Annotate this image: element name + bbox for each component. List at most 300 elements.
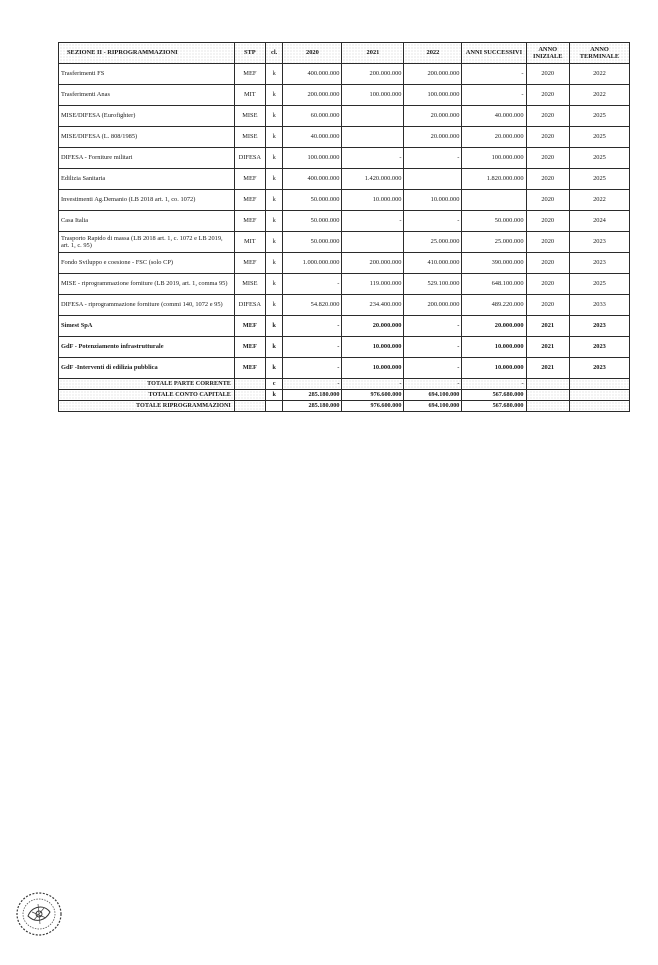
- header-anno-iniziale: ANNO INIZIALE: [526, 43, 569, 64]
- row-value-anni-text: 25.000.000: [494, 238, 524, 246]
- total-label-text: TOTALE PARTE CORRENTE: [147, 380, 231, 388]
- row-anno-terminale: [569, 127, 629, 148]
- row-stp-text: MEF: [242, 322, 257, 330]
- total-value-y2020: [283, 379, 342, 390]
- row-anno-iniziale-text: 2020: [541, 196, 555, 204]
- row-stp-text: MIT: [244, 91, 256, 99]
- row-value-y2022-text: 25.000.000: [430, 238, 460, 246]
- row-anno-iniziale: [526, 64, 569, 85]
- total-value-text: 285.180.000: [308, 391, 340, 399]
- total-value-anni: [462, 401, 526, 412]
- total-value-text: -: [457, 380, 460, 388]
- total-row: [59, 401, 630, 412]
- row-value-y2021-text: 100.000.000: [369, 91, 402, 99]
- row-value-anni: [462, 190, 526, 211]
- total-value-text: -: [337, 380, 340, 388]
- row-value-y2021: [342, 337, 404, 358]
- row-cl-text: k: [272, 343, 276, 351]
- total-stp-empty: [234, 379, 265, 390]
- row-value-y2022: [404, 106, 462, 127]
- table-body: [59, 64, 630, 412]
- total-row: [59, 390, 630, 401]
- row-description: [59, 358, 235, 379]
- row-value-y2020: [283, 190, 342, 211]
- row-anno-iniziale: [526, 127, 569, 148]
- row-anno-terminale-text: 2023: [593, 322, 606, 330]
- table-row: [59, 64, 630, 85]
- row-anno-iniziale-text: 2020: [541, 154, 555, 162]
- row-cl: [265, 127, 283, 148]
- row-anno-iniziale-text: 2020: [541, 91, 555, 99]
- row-value-y2021: [342, 295, 404, 316]
- total-anno-iniziale-empty: [526, 401, 569, 412]
- row-cl-text: k: [272, 238, 276, 246]
- total-value-anni: [462, 379, 526, 390]
- total-anno-terminale-empty: [569, 379, 629, 390]
- row-anno-terminale-text: 2023: [593, 238, 606, 246]
- row-value-y2022-text: 410.000.000: [427, 259, 460, 267]
- row-anno-iniziale-text: 2020: [541, 133, 555, 141]
- row-value-anni: [462, 127, 526, 148]
- table-row: [59, 316, 630, 337]
- row-value-y2020: [283, 295, 342, 316]
- row-value-y2022-text: -: [457, 217, 460, 225]
- row-stp-text: MISE: [242, 280, 258, 288]
- row-value-y2022-text: 100.000.000: [427, 91, 460, 99]
- row-value-y2022-text: 200.000.000: [427, 70, 460, 78]
- row-value-y2021-text: 10.000.000: [372, 364, 402, 372]
- row-value-y2020-text: -: [337, 280, 340, 288]
- seal-icon: [14, 890, 64, 938]
- row-value-y2020: [283, 64, 342, 85]
- row-anno-iniziale: [526, 85, 569, 106]
- row-description-text: Fondo Sviluppo e coesione - FSC (solo CP): [61, 259, 174, 267]
- row-value-y2021: [342, 232, 404, 253]
- row-stp: [234, 169, 265, 190]
- row-description-text: Investimenti Ag.Demanio (LB 2018 art. 1, co. 1072): [61, 196, 196, 204]
- row-anno-iniziale: [526, 337, 569, 358]
- row-anno-iniziale-text: 2020: [541, 238, 555, 246]
- row-value-anni-text: 10.000.000: [494, 364, 524, 372]
- row-value-y2022: [404, 190, 462, 211]
- row-stp-text: MIT: [244, 238, 256, 246]
- table-row: [59, 190, 630, 211]
- row-value-y2020-text: -: [337, 322, 340, 330]
- row-value-y2020-text: 50.000.000: [310, 196, 340, 204]
- table-row: [59, 358, 630, 379]
- row-value-anni-text: -: [521, 91, 524, 99]
- total-cl: [265, 401, 283, 412]
- row-anno-iniziale: [526, 316, 569, 337]
- row-stp-text: MISE: [242, 112, 258, 120]
- row-description-text: Simest SpA: [61, 322, 93, 330]
- row-value-anni-text: 40.000.000: [494, 112, 524, 120]
- row-value-y2021-text: 200.000.000: [369, 259, 402, 267]
- row-anno-terminale-text: 2023: [593, 343, 606, 351]
- row-value-y2021: [342, 274, 404, 295]
- row-stp: [234, 358, 265, 379]
- row-anno-terminale: [569, 253, 629, 274]
- row-anno-iniziale: [526, 190, 569, 211]
- row-stp: [234, 274, 265, 295]
- row-value-y2022: [404, 316, 462, 337]
- row-value-y2020-text: 54.820.000: [310, 301, 340, 309]
- row-anno-iniziale: [526, 358, 569, 379]
- row-value-y2022: [404, 358, 462, 379]
- row-cl: [265, 190, 283, 211]
- total-value-text: 285.180.000: [308, 402, 340, 410]
- row-anno-terminale-text: 2025: [593, 280, 606, 288]
- total-value-y2022: [404, 390, 462, 401]
- row-anno-iniziale: [526, 253, 569, 274]
- row-value-y2021: [342, 358, 404, 379]
- row-value-y2021-text: 1.420.000.000: [364, 175, 402, 183]
- row-description: [59, 295, 235, 316]
- row-value-anni-text: 489.220.000: [491, 301, 524, 309]
- row-value-y2022-text: -: [457, 154, 460, 162]
- row-anno-terminale-text: 2023: [593, 259, 606, 267]
- riprogrammazioni-table: [58, 42, 630, 412]
- row-anno-terminale: [569, 211, 629, 232]
- row-value-y2021: [342, 64, 404, 85]
- row-value-y2020: [283, 106, 342, 127]
- row-cl: [265, 253, 283, 274]
- row-value-anni-text: 1.820.000.000: [486, 175, 524, 183]
- row-description-text: Casa Italia: [61, 217, 89, 225]
- table-row: [59, 85, 630, 106]
- row-cl: [265, 106, 283, 127]
- row-anno-iniziale-text: 2020: [541, 259, 555, 267]
- row-stp-text: MEF: [242, 343, 257, 351]
- row-value-y2021-text: 20.000.000: [372, 322, 402, 330]
- row-anno-terminale: [569, 106, 629, 127]
- total-value-y2020: [283, 390, 342, 401]
- row-value-y2022: [404, 211, 462, 232]
- row-value-y2020: [283, 211, 342, 232]
- row-stp-text: MEF: [243, 217, 257, 225]
- row-stp: [234, 295, 265, 316]
- row-anno-iniziale-text: 2021: [541, 343, 555, 351]
- row-value-y2022-text: 20.000.000: [430, 112, 460, 120]
- header-2021: 2021: [342, 43, 404, 64]
- row-anno-terminale-text: 2022: [593, 70, 606, 78]
- row-value-y2022: [404, 274, 462, 295]
- row-anno-terminale-text: 2025: [593, 175, 606, 183]
- total-value-text: 567.680.000: [492, 391, 524, 399]
- table-row: [59, 148, 630, 169]
- row-description: [59, 64, 235, 85]
- row-description-text: GdF -Interventi di edilizia pubblica: [61, 364, 158, 372]
- row-description-text: DIFESA - Forniture militari: [61, 154, 133, 162]
- row-value-anni: [462, 211, 526, 232]
- row-description: [59, 337, 235, 358]
- row-anno-iniziale: [526, 274, 569, 295]
- row-anno-terminale-text: 2022: [593, 196, 606, 204]
- row-anno-terminale: [569, 148, 629, 169]
- row-value-y2022-text: -: [457, 322, 460, 330]
- row-stp-text: MISE: [242, 133, 258, 141]
- row-value-y2021: [342, 127, 404, 148]
- row-value-anni: [462, 274, 526, 295]
- row-description: [59, 169, 235, 190]
- row-anno-terminale-text: 2033: [593, 301, 606, 309]
- row-cl-text: k: [272, 175, 276, 183]
- row-stp: [234, 211, 265, 232]
- row-stp-text: MEF: [243, 70, 257, 78]
- table-row: [59, 211, 630, 232]
- row-anno-iniziale: [526, 295, 569, 316]
- row-anno-iniziale-text: 2021: [541, 364, 555, 372]
- row-value-y2022-text: 200.000.000: [427, 301, 460, 309]
- row-value-y2022: [404, 169, 462, 190]
- row-anno-iniziale: [526, 106, 569, 127]
- row-description: [59, 232, 235, 253]
- total-row: [59, 379, 630, 390]
- row-stp: [234, 316, 265, 337]
- row-value-y2021-text: 234.400.000: [369, 301, 402, 309]
- row-anno-terminale: [569, 85, 629, 106]
- row-value-anni-text: 20.000.000: [494, 133, 524, 141]
- row-value-y2022-text: -: [457, 364, 460, 372]
- total-value-y2021: [342, 390, 404, 401]
- row-description: [59, 127, 235, 148]
- row-description: [59, 211, 235, 232]
- row-value-y2021-text: 119.000.000: [369, 280, 402, 288]
- row-anno-terminale: [569, 169, 629, 190]
- row-cl: [265, 85, 283, 106]
- row-value-y2020: [283, 337, 342, 358]
- row-value-y2021-text: -: [399, 217, 402, 225]
- row-value-y2021: [342, 211, 404, 232]
- row-description-text: Trasferimenti Anas: [61, 91, 110, 99]
- row-value-y2020-text: 400.000.000: [307, 175, 340, 183]
- total-anno-iniziale-empty: [526, 390, 569, 401]
- total-value-y2021: [342, 379, 404, 390]
- row-value-y2020-text: 50.000.000: [310, 238, 340, 246]
- row-value-anni-text: 100.000.000: [491, 154, 524, 162]
- header-2022: 2022: [404, 43, 462, 64]
- row-anno-iniziale: [526, 211, 569, 232]
- row-value-y2020: [283, 127, 342, 148]
- total-cl: [265, 379, 283, 390]
- row-anno-iniziale-text: 2021: [541, 322, 555, 330]
- row-stp-text: MEF: [243, 196, 257, 204]
- row-value-y2021: [342, 85, 404, 106]
- total-anno-terminale-empty: [569, 390, 629, 401]
- row-cl: [265, 316, 283, 337]
- row-value-y2020-text: -: [337, 343, 340, 351]
- header-anno-terminale: ANNO TERMINALE: [569, 43, 629, 64]
- row-value-y2022-text: 20.000.000: [430, 133, 460, 141]
- row-stp: [234, 232, 265, 253]
- total-label: [59, 401, 235, 412]
- total-value-y2021: [342, 401, 404, 412]
- row-description: [59, 106, 235, 127]
- row-value-y2021: [342, 106, 404, 127]
- row-value-y2022: [404, 127, 462, 148]
- row-anno-iniziale-text: 2020: [541, 175, 555, 183]
- total-anno-iniziale-empty: [526, 379, 569, 390]
- row-value-y2021: [342, 148, 404, 169]
- table-row: [59, 106, 630, 127]
- row-cl-text: k: [272, 301, 276, 309]
- row-cl: [265, 232, 283, 253]
- row-cl-text: k: [272, 196, 276, 204]
- row-value-y2021-text: 10.000.000: [372, 343, 402, 351]
- header-section: SEZIONE II - RIPROGRAMMAZIONI: [59, 43, 235, 64]
- row-value-y2020-text: 400.000.000: [307, 70, 340, 78]
- row-anno-iniziale-text: 2020: [541, 301, 555, 309]
- header-2020: 2020: [283, 43, 342, 64]
- row-value-y2020-text: -: [337, 364, 340, 372]
- row-value-y2020: [283, 316, 342, 337]
- total-value-anni: [462, 390, 526, 401]
- row-value-y2021: [342, 169, 404, 190]
- row-anno-terminale: [569, 337, 629, 358]
- row-value-y2020-text: 200.000.000: [307, 91, 340, 99]
- row-cl-text: k: [272, 70, 276, 78]
- row-description-text: GdF - Potenziamento infrastrutturale: [61, 343, 164, 351]
- row-stp: [234, 106, 265, 127]
- row-cl: [265, 295, 283, 316]
- table-header-row: [59, 43, 630, 64]
- row-cl: [265, 148, 283, 169]
- row-stp: [234, 127, 265, 148]
- row-cl: [265, 211, 283, 232]
- row-anno-terminale-text: 2022: [593, 91, 606, 99]
- total-cl: [265, 390, 283, 401]
- row-value-y2022-text: -: [457, 343, 460, 351]
- total-anno-terminale-empty: [569, 401, 629, 412]
- row-value-anni-text: 50.000.000: [494, 217, 524, 225]
- total-value-text: 976.600.000: [370, 391, 402, 399]
- row-description-text: Edilizia Sanitaria: [61, 175, 106, 183]
- total-value-text: -: [399, 380, 402, 388]
- total-value-text: 976.600.000: [370, 402, 402, 410]
- header-cl: cl.: [265, 43, 283, 64]
- row-value-y2022: [404, 64, 462, 85]
- row-cl: [265, 169, 283, 190]
- row-cl-text: k: [272, 91, 276, 99]
- row-cl-text: k: [272, 217, 276, 225]
- row-anno-terminale-text: 2023: [593, 364, 606, 372]
- total-value-y2022: [404, 401, 462, 412]
- header-stp: STP: [234, 43, 265, 64]
- row-stp: [234, 253, 265, 274]
- row-anno-iniziale: [526, 232, 569, 253]
- row-anno-terminale: [569, 232, 629, 253]
- row-cl-text: k: [272, 322, 276, 330]
- row-value-y2020: [283, 274, 342, 295]
- row-value-y2021-text: -: [399, 154, 402, 162]
- table-row: [59, 337, 630, 358]
- row-description-text: MISE/DIFESA (L. 808/1985): [61, 133, 138, 141]
- row-value-y2022-text: 10.000.000: [430, 196, 460, 204]
- row-anno-iniziale: [526, 148, 569, 169]
- row-description-text: DIFESA - riprogrammazione forniture (commi 140, 1072 e 95): [61, 301, 223, 309]
- row-cl-text: k: [272, 280, 276, 288]
- row-value-anni-text: 390.000.000: [491, 259, 524, 267]
- row-cl: [265, 337, 283, 358]
- total-value-text: -: [521, 380, 524, 388]
- row-value-y2021: [342, 253, 404, 274]
- row-value-anni-text: 648.100.000: [491, 280, 524, 288]
- row-description-text: Trasporto Rapido di massa (LB 2018 art. 1, c. 1072 e LB 2019, art. 1, c. 95): [61, 234, 223, 249]
- row-description: [59, 316, 235, 337]
- row-value-anni: [462, 358, 526, 379]
- row-value-y2021: [342, 316, 404, 337]
- row-anno-iniziale-text: 2020: [541, 112, 555, 120]
- row-value-y2021: [342, 190, 404, 211]
- total-stp-empty: [234, 401, 265, 412]
- row-value-y2020: [283, 232, 342, 253]
- row-value-anni: [462, 106, 526, 127]
- row-stp: [234, 64, 265, 85]
- row-cl-text: k: [272, 133, 276, 141]
- total-cl-text: k: [272, 391, 276, 399]
- row-value-y2021-text: 10.000.000: [372, 196, 402, 204]
- row-anno-terminale: [569, 274, 629, 295]
- row-value-y2022: [404, 253, 462, 274]
- row-cl: [265, 274, 283, 295]
- row-value-y2021-text: 200.000.000: [369, 70, 402, 78]
- row-value-y2022: [404, 295, 462, 316]
- total-label-text: TOTALE CONTO CAPITALE: [148, 391, 231, 399]
- row-value-y2020: [283, 169, 342, 190]
- row-value-anni: [462, 64, 526, 85]
- row-description-text: Trasferimenti FS: [61, 70, 105, 78]
- row-stp: [234, 85, 265, 106]
- row-value-y2020-text: 40.000.000: [310, 133, 340, 141]
- total-label: [59, 390, 235, 401]
- header-anni-successivi: ANNI SUCCESSIVI: [462, 43, 526, 64]
- total-value-text: 567.680.000: [492, 402, 524, 410]
- total-label: [59, 379, 235, 390]
- table-row: [59, 253, 630, 274]
- table-row: [59, 232, 630, 253]
- row-anno-terminale-text: 2025: [593, 133, 606, 141]
- row-value-y2020: [283, 85, 342, 106]
- row-value-anni: [462, 316, 526, 337]
- row-description: [59, 148, 235, 169]
- row-stp-text: MEF: [243, 175, 257, 183]
- row-description-text: MISE - riprogrammazione forniture (LB 2019, art. 1, comma 95): [61, 280, 228, 288]
- row-cl-text: k: [272, 364, 276, 372]
- row-anno-iniziale-text: 2020: [541, 70, 555, 78]
- row-stp: [234, 337, 265, 358]
- table-row: [59, 169, 630, 190]
- row-anno-terminale: [569, 64, 629, 85]
- row-anno-iniziale: [526, 169, 569, 190]
- row-cl: [265, 358, 283, 379]
- row-value-anni: [462, 232, 526, 253]
- row-value-y2020-text: 1.000.000.000: [302, 259, 340, 267]
- row-value-anni-text: -: [521, 70, 524, 78]
- row-anno-iniziale-text: 2020: [541, 280, 555, 288]
- row-cl: [265, 64, 283, 85]
- row-value-anni: [462, 169, 526, 190]
- row-anno-terminale-text: 2025: [593, 112, 606, 120]
- row-value-y2022: [404, 232, 462, 253]
- total-value-text: 694.100.000: [428, 391, 460, 399]
- row-value-anni-text: 20.000.000: [494, 322, 524, 330]
- row-value-anni: [462, 337, 526, 358]
- row-anno-terminale: [569, 358, 629, 379]
- row-value-anni: [462, 148, 526, 169]
- table-row: [59, 274, 630, 295]
- row-value-y2022-text: 529.100.000: [427, 280, 460, 288]
- row-value-y2022: [404, 337, 462, 358]
